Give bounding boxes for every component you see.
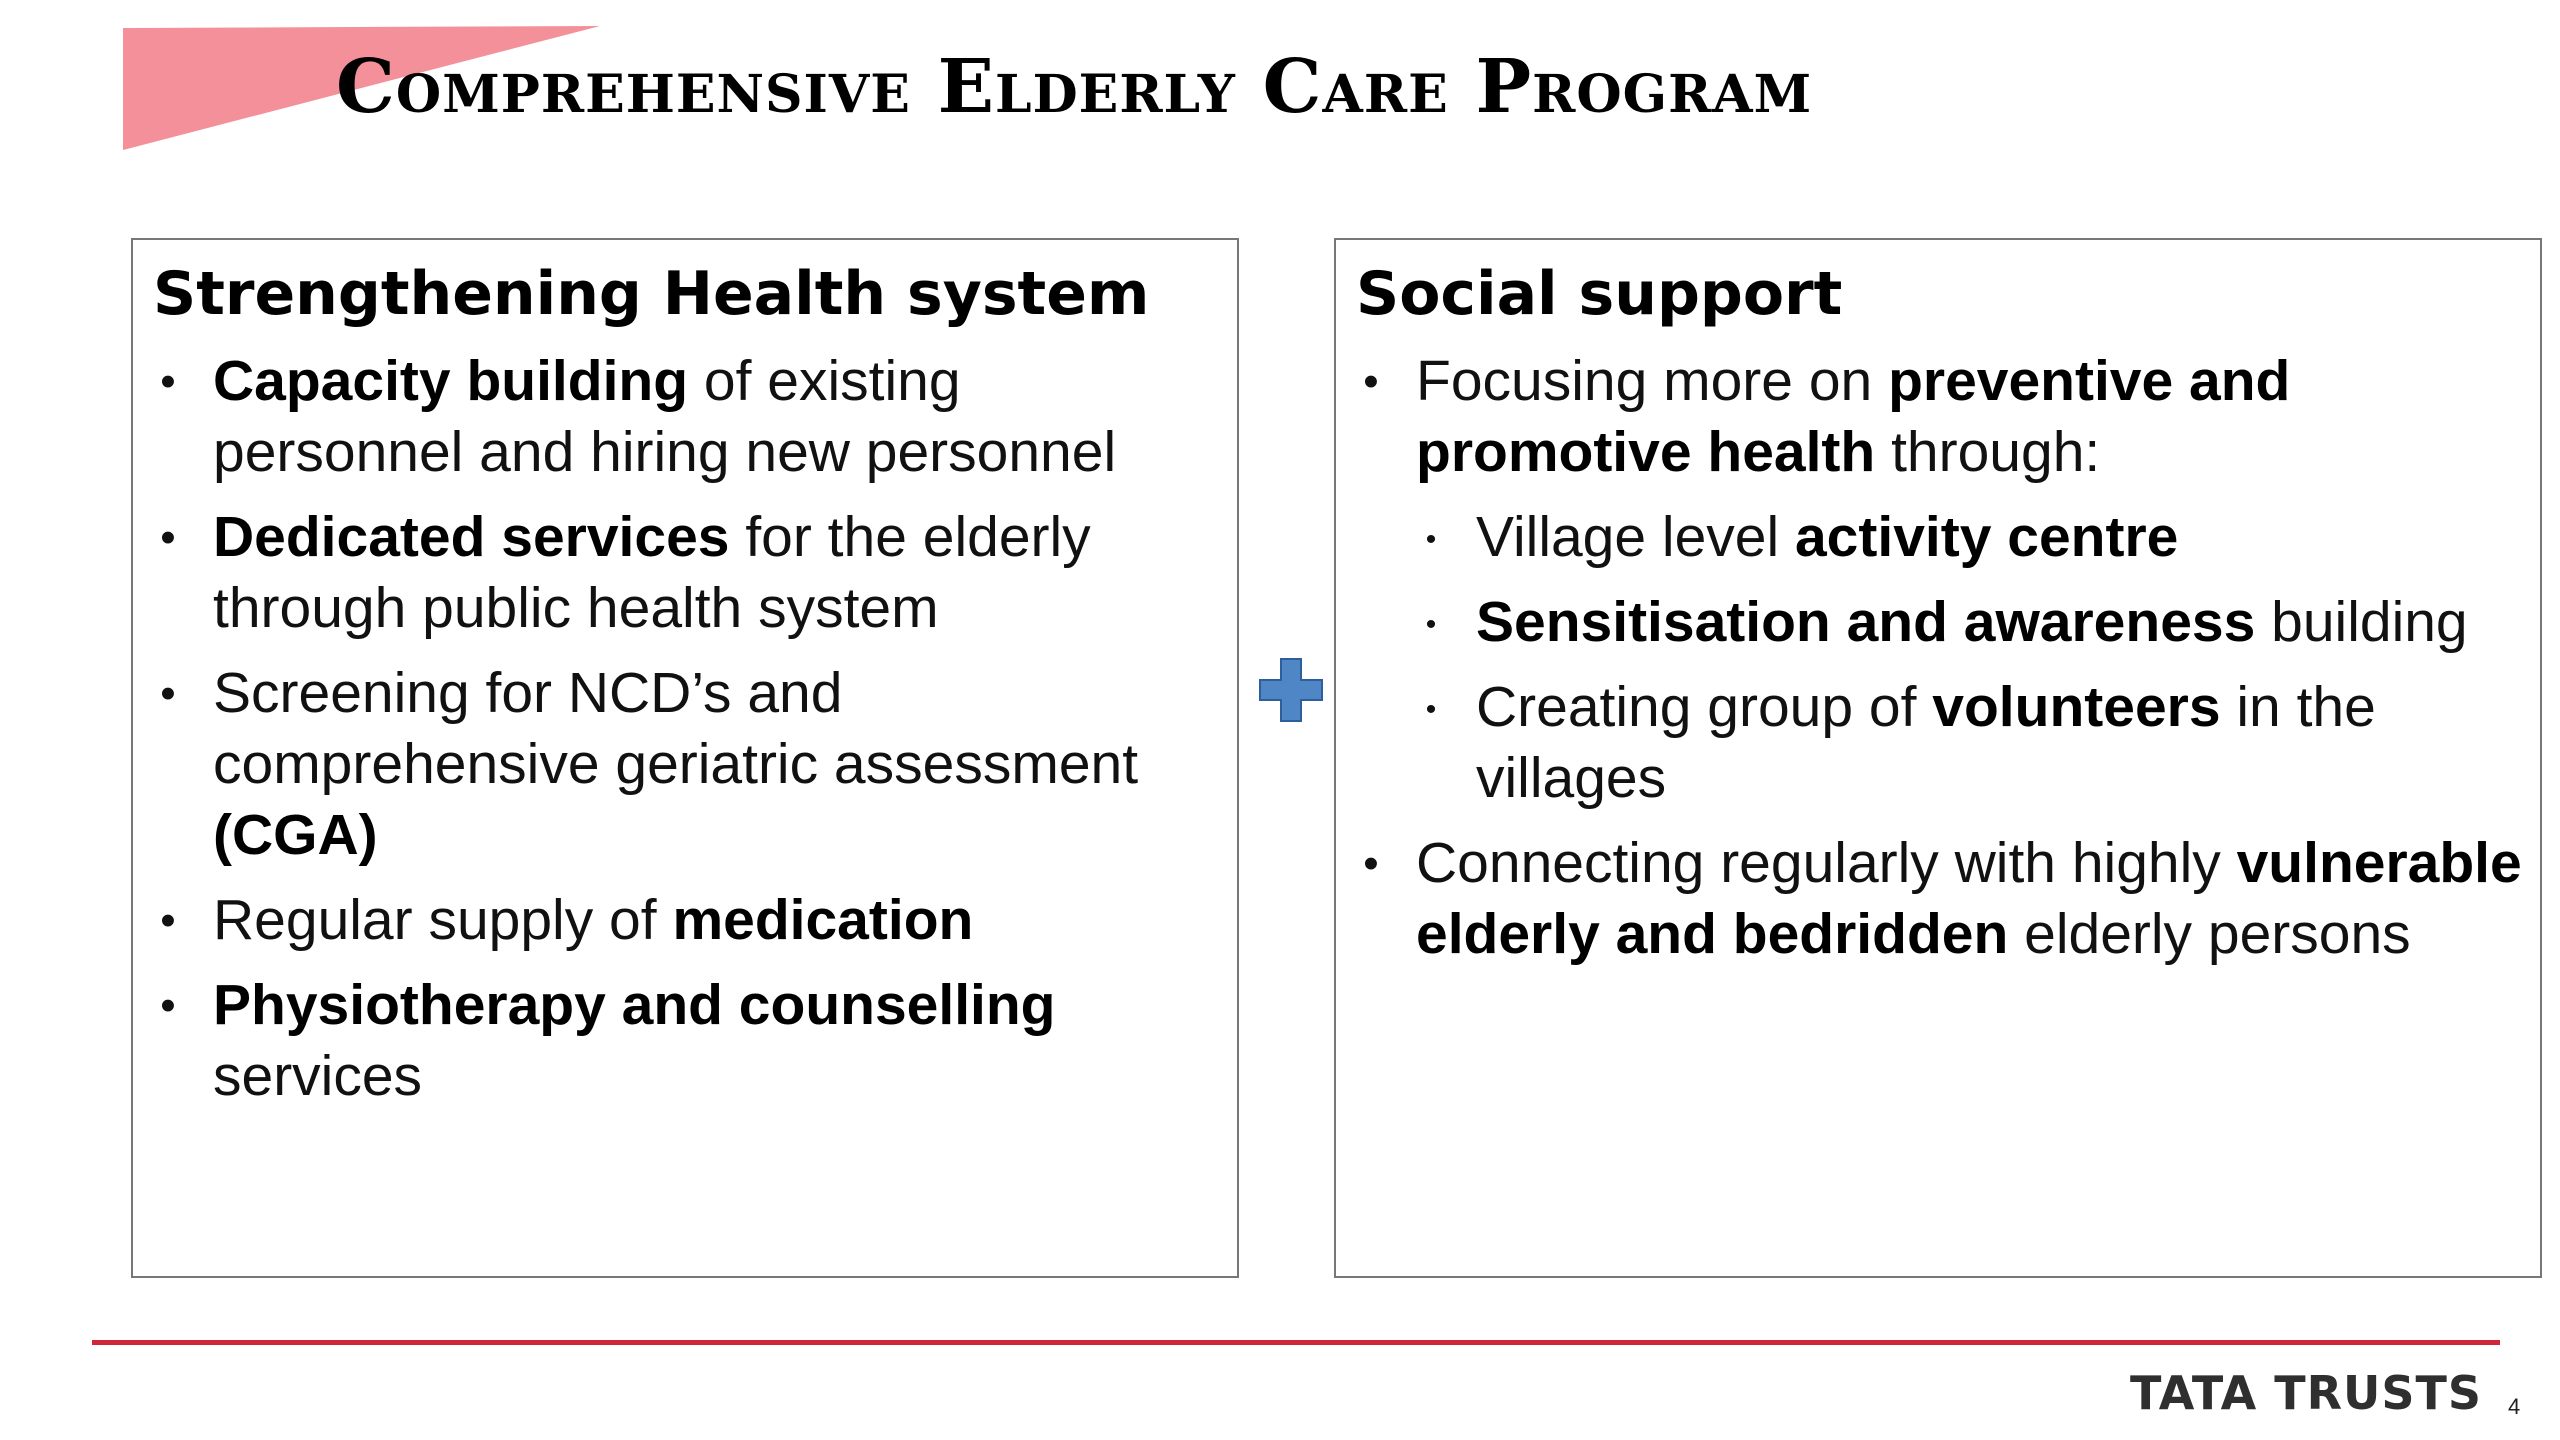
bullet-icon: • (1363, 839, 1379, 888)
bold-text: Sensitisation and awareness (1476, 590, 2256, 654)
sub-list-item (1356, 672, 2522, 814)
bold-text: Capacity building (213, 349, 689, 413)
sub-list-item (1356, 587, 2522, 658)
text: elderly persons (2008, 902, 2411, 966)
sub-bullet-list (1416, 502, 2522, 814)
list-item (153, 885, 1219, 956)
list-item (153, 346, 1219, 488)
bold-text: volunteers (1932, 675, 2221, 739)
text: building (2255, 590, 2468, 654)
text: Connecting regularly with highly (1416, 831, 2237, 895)
bold-text: Physiotherapy and counselling (213, 973, 1056, 1037)
text: of existing personnel and hiring new personnel (213, 349, 1117, 484)
text: Creating group of (1476, 675, 1933, 739)
bold-text: Dedicated services (213, 505, 730, 569)
text: in the villages (1476, 675, 2376, 810)
list-item (1356, 346, 2522, 814)
bold-text: activity centre (1794, 505, 2179, 569)
text: Regular supply of (213, 888, 673, 952)
bold-text: medication (672, 888, 974, 952)
health-system-panel (131, 238, 1239, 1278)
text: services (213, 1044, 423, 1108)
bullet-icon: • (1363, 357, 1379, 406)
bullet-icon: • (160, 669, 176, 718)
panel-heading: Strengthening Health system (153, 259, 1150, 329)
bullet-icon: • (160, 896, 176, 945)
list-item (1356, 828, 2522, 970)
page-number: 4 (2508, 1394, 2521, 1419)
bullet-icon: • (1425, 693, 1437, 726)
text: Focusing more on (1416, 349, 1889, 413)
sub-list-item (1356, 502, 2522, 573)
brand-logo-text: TATA TRUSTS (2130, 1366, 2483, 1420)
bullet-list (1356, 346, 2522, 970)
slide-title: Comprehensive Elderly Care Program (336, 44, 1813, 130)
bullet-icon: • (160, 357, 176, 406)
plus-icon (1256, 655, 1326, 725)
list-item (153, 502, 1219, 644)
bold-text: vulnerable elderly and bedridden (1416, 831, 2522, 966)
text: Village level (1476, 505, 1795, 569)
bullet-icon: • (160, 513, 176, 562)
bullet-list (153, 346, 1219, 1112)
footer-divider (92, 1340, 2500, 1345)
bold-text: preventive and promotive health (1416, 349, 2291, 484)
bullet-icon: • (160, 981, 176, 1030)
bullet-icon: • (1425, 523, 1437, 556)
bold-text: (CGA) (213, 803, 378, 867)
bullet-icon: • (1425, 608, 1437, 641)
social-support-panel (1334, 238, 2542, 1278)
list-item (153, 658, 1219, 871)
text: for the elderly through public health system (213, 505, 1091, 640)
panel-heading: Social support (1356, 259, 1843, 329)
text: Screening for NCD’s and comprehensive geriatric assessment (213, 661, 1139, 796)
list-item (153, 970, 1219, 1112)
text: through: (1875, 420, 2101, 484)
